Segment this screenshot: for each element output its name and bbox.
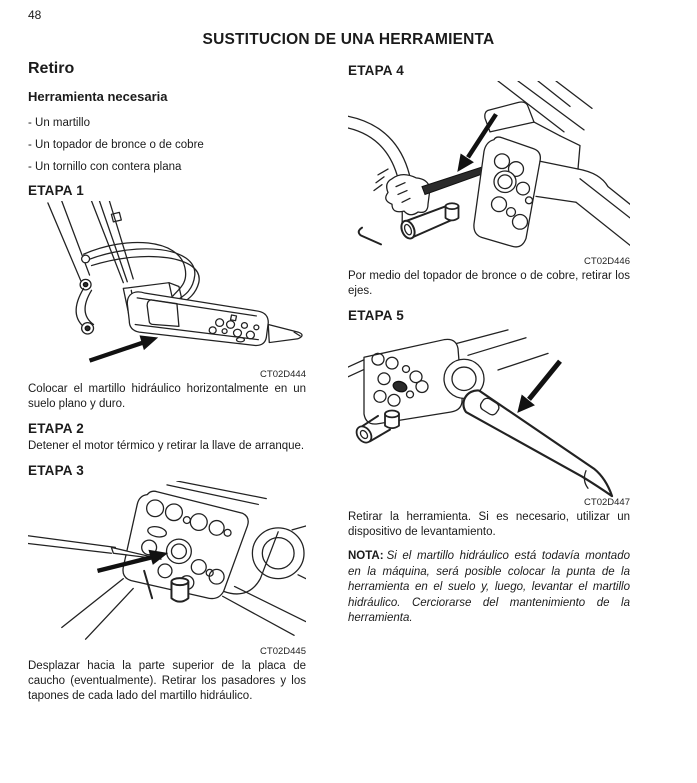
pin-removal-illustration (28, 481, 306, 649)
plug-cylinder (385, 411, 399, 429)
side-plate (474, 137, 540, 247)
figure-code: CT02D446 (584, 256, 630, 267)
figure-code: CT02D445 (260, 646, 306, 657)
boom-background (485, 81, 592, 136)
page-title: SUSTITUCION DE UNA HERRAMIENTA (202, 31, 495, 48)
figure-etapa-4 (348, 81, 630, 267)
pin-bore (167, 539, 192, 563)
list-item: - Un martillo (28, 117, 90, 129)
tool-point (268, 325, 302, 343)
list-item: - Un tornillo con contera plana (28, 161, 182, 173)
figure-etapa-1 (28, 201, 306, 380)
note-text: Si el martillo hidráulico está todavía montado en la máquina, será posible colocar la punta de la herramienta en el suelo y, luego, levantar el martillo hidráulico. Cerciorarse del mantenimiento de la herramienta. (348, 550, 630, 624)
section-title: Retiro (28, 60, 75, 77)
excavator-boom (48, 201, 133, 334)
page-number: 48 (28, 8, 42, 22)
step-1-caption: Colocar el martillo hidráulico horizontalmente en un suelo plano y duro. (28, 383, 306, 410)
hand (374, 169, 430, 215)
pointer-arrow (518, 361, 560, 412)
hammer-tube (536, 136, 630, 246)
figure-etapa-3 (28, 481, 306, 657)
figure-code: CT02D447 (584, 497, 630, 508)
tool-list (28, 117, 306, 173)
tool-removal-illustration (348, 326, 630, 500)
step-2-heading: ETAPA 2 (28, 421, 84, 436)
hammer-on-ground-illustration (28, 201, 306, 372)
subsection-title: Herramienta necesaria (28, 89, 168, 104)
note-paragraph (348, 549, 630, 627)
plug-cylinder (171, 578, 188, 602)
figure-code: CT02D444 (260, 369, 306, 380)
pointer-arrow (90, 336, 158, 361)
step-5-heading: ETAPA 5 (348, 308, 404, 323)
step-3-heading: ETAPA 3 (28, 463, 84, 478)
note-label: NOTA: (348, 550, 384, 562)
list-item: - Un topador de bronce o de cobre (28, 139, 204, 151)
step-4-caption: Por medio del topador de bronce o de cobre, retirar los ejes. (348, 270, 630, 297)
cotter-pin (359, 228, 381, 245)
right-column (348, 60, 630, 627)
step-3-caption: Desplazar hacia la parte superior de la placa de caucho (eventualmente). Retirar los pasadores y los tapones de cada lado del martillo hidráulico. (28, 660, 306, 702)
chisel-tool (463, 390, 612, 496)
step-5-caption: Retirar la herramienta. Si es necesario, utilizar un dispositivo de levantamiento. (348, 511, 630, 538)
step-1-heading: ETAPA 1 (28, 183, 84, 198)
figure-etapa-5 (348, 326, 630, 508)
punch-hammering-illustration (348, 81, 630, 259)
left-column (28, 60, 306, 713)
step-2-text: Detener el motor térmico y retirar la llave de arranque. (28, 440, 305, 452)
step-4-heading: ETAPA 4 (348, 63, 404, 78)
plug-cylinder (446, 203, 459, 220)
